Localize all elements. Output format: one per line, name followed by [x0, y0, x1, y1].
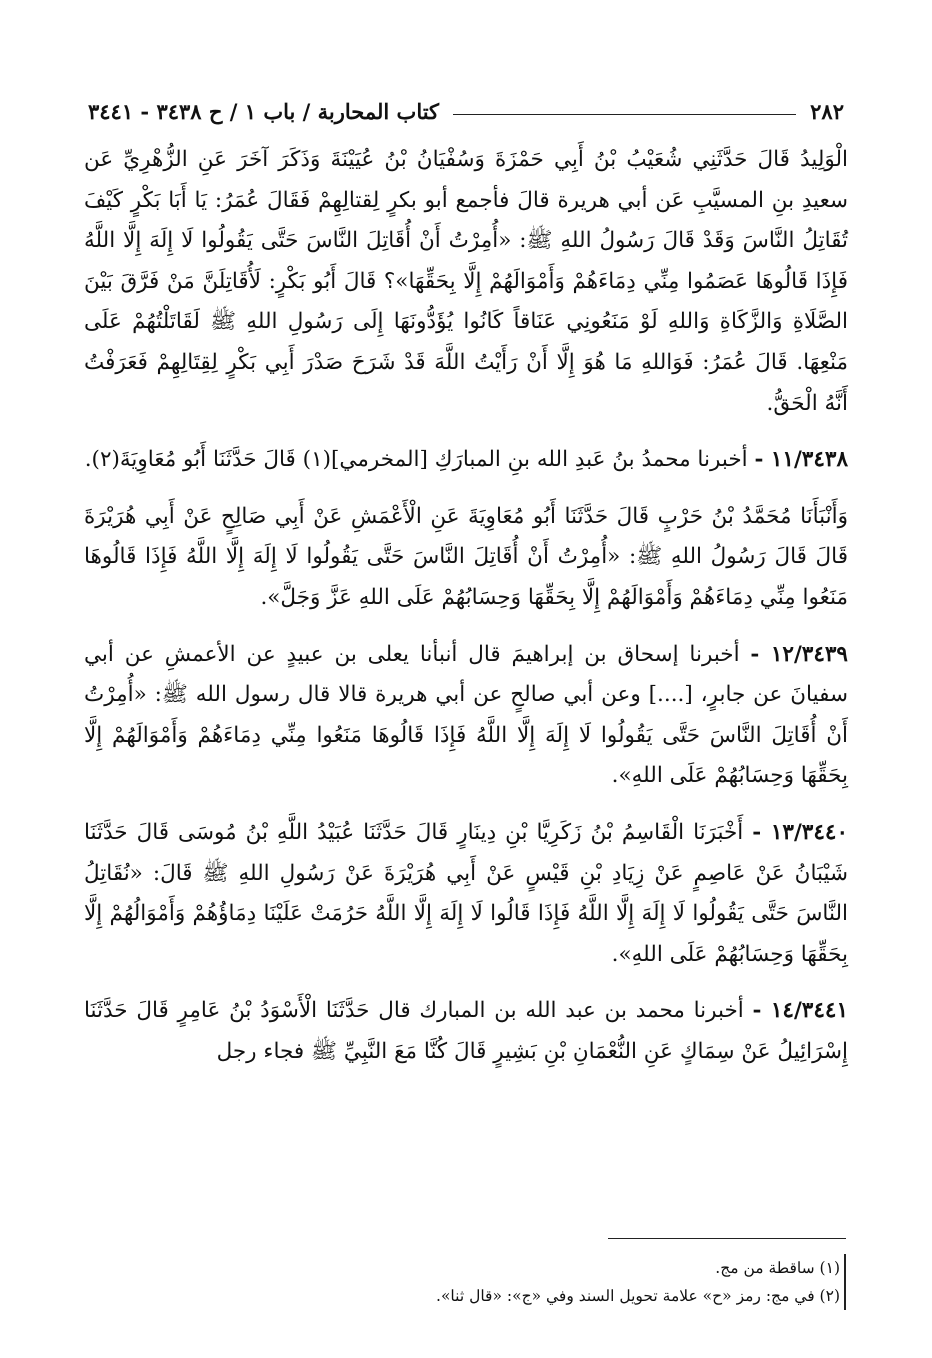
paragraph-continuation — [84, 140, 848, 424]
hadith-number: ١٢/٣٤٣٩ - — [750, 641, 848, 667]
hadith-3440 — [84, 813, 848, 975]
hadith-number: ١١/٣٤٣٨ - — [754, 447, 848, 473]
hadith-3438 — [84, 440, 848, 481]
hadith-3439 — [84, 635, 848, 797]
running-title: كتاب المحاربة / باب ١ / ح ٣٤٣٨ - ٣٤٤١ — [88, 99, 440, 124]
hadith-3438-second-chain — [84, 497, 848, 619]
hadith-number: ١٤/٣٤٤١ - — [752, 998, 848, 1024]
paragraph-text: أخبرنا إسحاق بن إبراهيمَ قال أنبأنا يعلى بن عبيدٍ عن الأعمشِ عن أبي سفيانَ عن جابرٍ، [....] وعن أبي صالحٍ عن أبي هريرة قالا قال رسول الله ﷺ: «أُمِرْتُ أَنْ أُقَاتِلَ النَّاسَ حَتَّى يَقُولُوا لَا إِلَهَ إِلَّا اللَّهُ فَإِذَا قَالُوهَا مَنَعُوا مِنِّي دِمَاءَهُمْ وَأَمْوَالَهُمْ إِلَّا بِحَقِّهَا وَحِسَابُهُمْ عَلَى اللهِ». — [84, 641, 848, 789]
paragraph-text: أَخْبَرَنَا الْقَاسِمُ بْنُ زَكَرِيَّا بْنِ دِينَارٍ قَالَ حَدَّثَنَا عُبَيْدُ اللَّهِ بْنُ مُوسَى قَالَ حَدَّثَنَا شَيْبَانُ عَنْ عَاصِمٍ عَنْ زِيَادِ بْنِ قَيْسٍ عَنْ أَبِي هُرَيْرَةَ عَنْ رَسُولِ اللهِ ﷺ قَالَ: «نُقَاتِلُ النَّاسَ حَتَّى يَقُولُوا لَا إِلَهَ إِلَّا اللَّهُ فَإِذَا قَالُوا لَا إِلَهَ إِلَّا اللَّهُ حَرُمَتْ عَلَيْنَا دِمَاؤُهُمْ وَأَمْوَالُهُمْ إِلَّا بِحَقِّهَا وَحِسَابُهُمْ عَلَى اللهِ». — [84, 819, 848, 967]
page-header — [88, 84, 844, 124]
hadith-3441 — [84, 991, 848, 1072]
page-number: ٢٨٢ — [810, 99, 844, 124]
paragraph-text: أخبرنا محمد بن عبد الله بن المبارك قال حَدَّثَنَا الْأَسْوَدُ بْنُ عَامِرٍ قَالَ حَدَّثَنَا إِسْرَائِيلُ عَنْ سِمَاكٍ عَنِ النُّعْمَانِ بْنِ بَشِيرٍ قَالَ كُنَّا مَعَ النَّبِيِّ ﷺ فجاء رجل — [84, 998, 848, 1064]
paragraph-text: أخبرنا محمدُ بنُ عَبدِ الله بنِ المبارَكِ [المخرمي](١) قَالَ حَدَّثَنَا أَبُو مُعَاوِيَةَ(٢). — [84, 447, 748, 473]
paragraph-text: الْوَلِيدُ قَالَ حَدَّثَنِي شُعَيْبُ بْنُ أَبِي حَمْزَةَ وَسُفْيَانُ بْنُ عُيَيْنَةَ وَذَكَرَ آخَرَ عَنِ الزُّهْرِيِّ عَن سعيدِ بنِ المسيَّبِ عَن أبي هريرة قالَ فأجمع أبو بكرٍ لِقتالِهِمْ فَقَالَ عُمَرُ: يَا أَبَا بَكْرٍ كَيْفَ تُقَاتِلُ النَّاسَ وَقَدْ قَالَ رَسُولُ اللهِ ﷺ: «أُمِرْتُ أَنْ أُقَاتِلَ النَّاسَ حَتَّى يَقُولُوا لَا إِلَهَ إِلَّا اللَّهُ فَإِذَا قَالُوهَا عَصَمُوا مِنِّي دِمَاءَهُمْ وَأَمْوَالَهُمْ إِلَّا بِحَقِّهَا»؟ قَالَ أَبُو بَكْرٍ: لَأُقَاتِلَنَّ مَنْ فَرَّقَ بَيْنَ الصَّلَاةِ وَالزَّكَاةِ وَاللهِ لَوْ مَنَعُونِي عَنَاقاً كَانُوا يُؤَدُّونَهَا إِلَى رَسُولِ اللهِ ﷺ لَقَاتَلْتُهُمْ عَلَى مَنْعِهَا. قَالَ عُمَرُ: فَوَاللهِ مَا هُوَ إِلَّا أَنْ رَأَيْتُ اللَّهَ قَدْ شَرَحَ صَدْرَ أَبِي بَكْرٍ لِقِتَالِهِمْ فَعَرَفْتُ أَنَّهُ الْحَقُّ. — [84, 147, 848, 416]
hadith-number: ١٣/٣٤٤٠ - — [752, 819, 848, 845]
footnote-2: (٢) في مج: رمز «ح» علامة تحويل السند وفي «ج»: «قال ثنا». — [436, 1287, 840, 1305]
header-rule — [453, 114, 796, 115]
footnote-separator — [608, 1238, 846, 1239]
footnotes — [120, 1254, 846, 1310]
footnote-1: (١) ساقطة من مج. — [715, 1259, 840, 1277]
paragraph-text: وَأَنْبَأَنَا مُحَمَّدُ بْنُ حَرْبٍ قَالَ حَدَّثَنَا أَبُو مُعَاوِيَةَ عَنِ الْأَعْمَشِ عَنْ أَبِي صَالِحٍ عَنْ أَبِي هُرَيْرَةَ قَالَ قَالَ رَسُولُ اللهِ ﷺ: «أُمِرْتُ أَنْ أُقَاتِلَ النَّاسَ حَتَّى يَقُولُوا لَا إِلَهَ إِلَّا اللَّهُ فَإِذَا قَالُوهَا مَنَعُوا مِنِّي دِمَاءَهُمْ وَأَمْوَالَهُمْ إِلَّا بِحَقِّهَا وَحِسَابُهُمْ عَلَى اللهِ عَزَّ وَجَلَّ». — [84, 503, 848, 610]
main-text — [84, 140, 848, 1088]
